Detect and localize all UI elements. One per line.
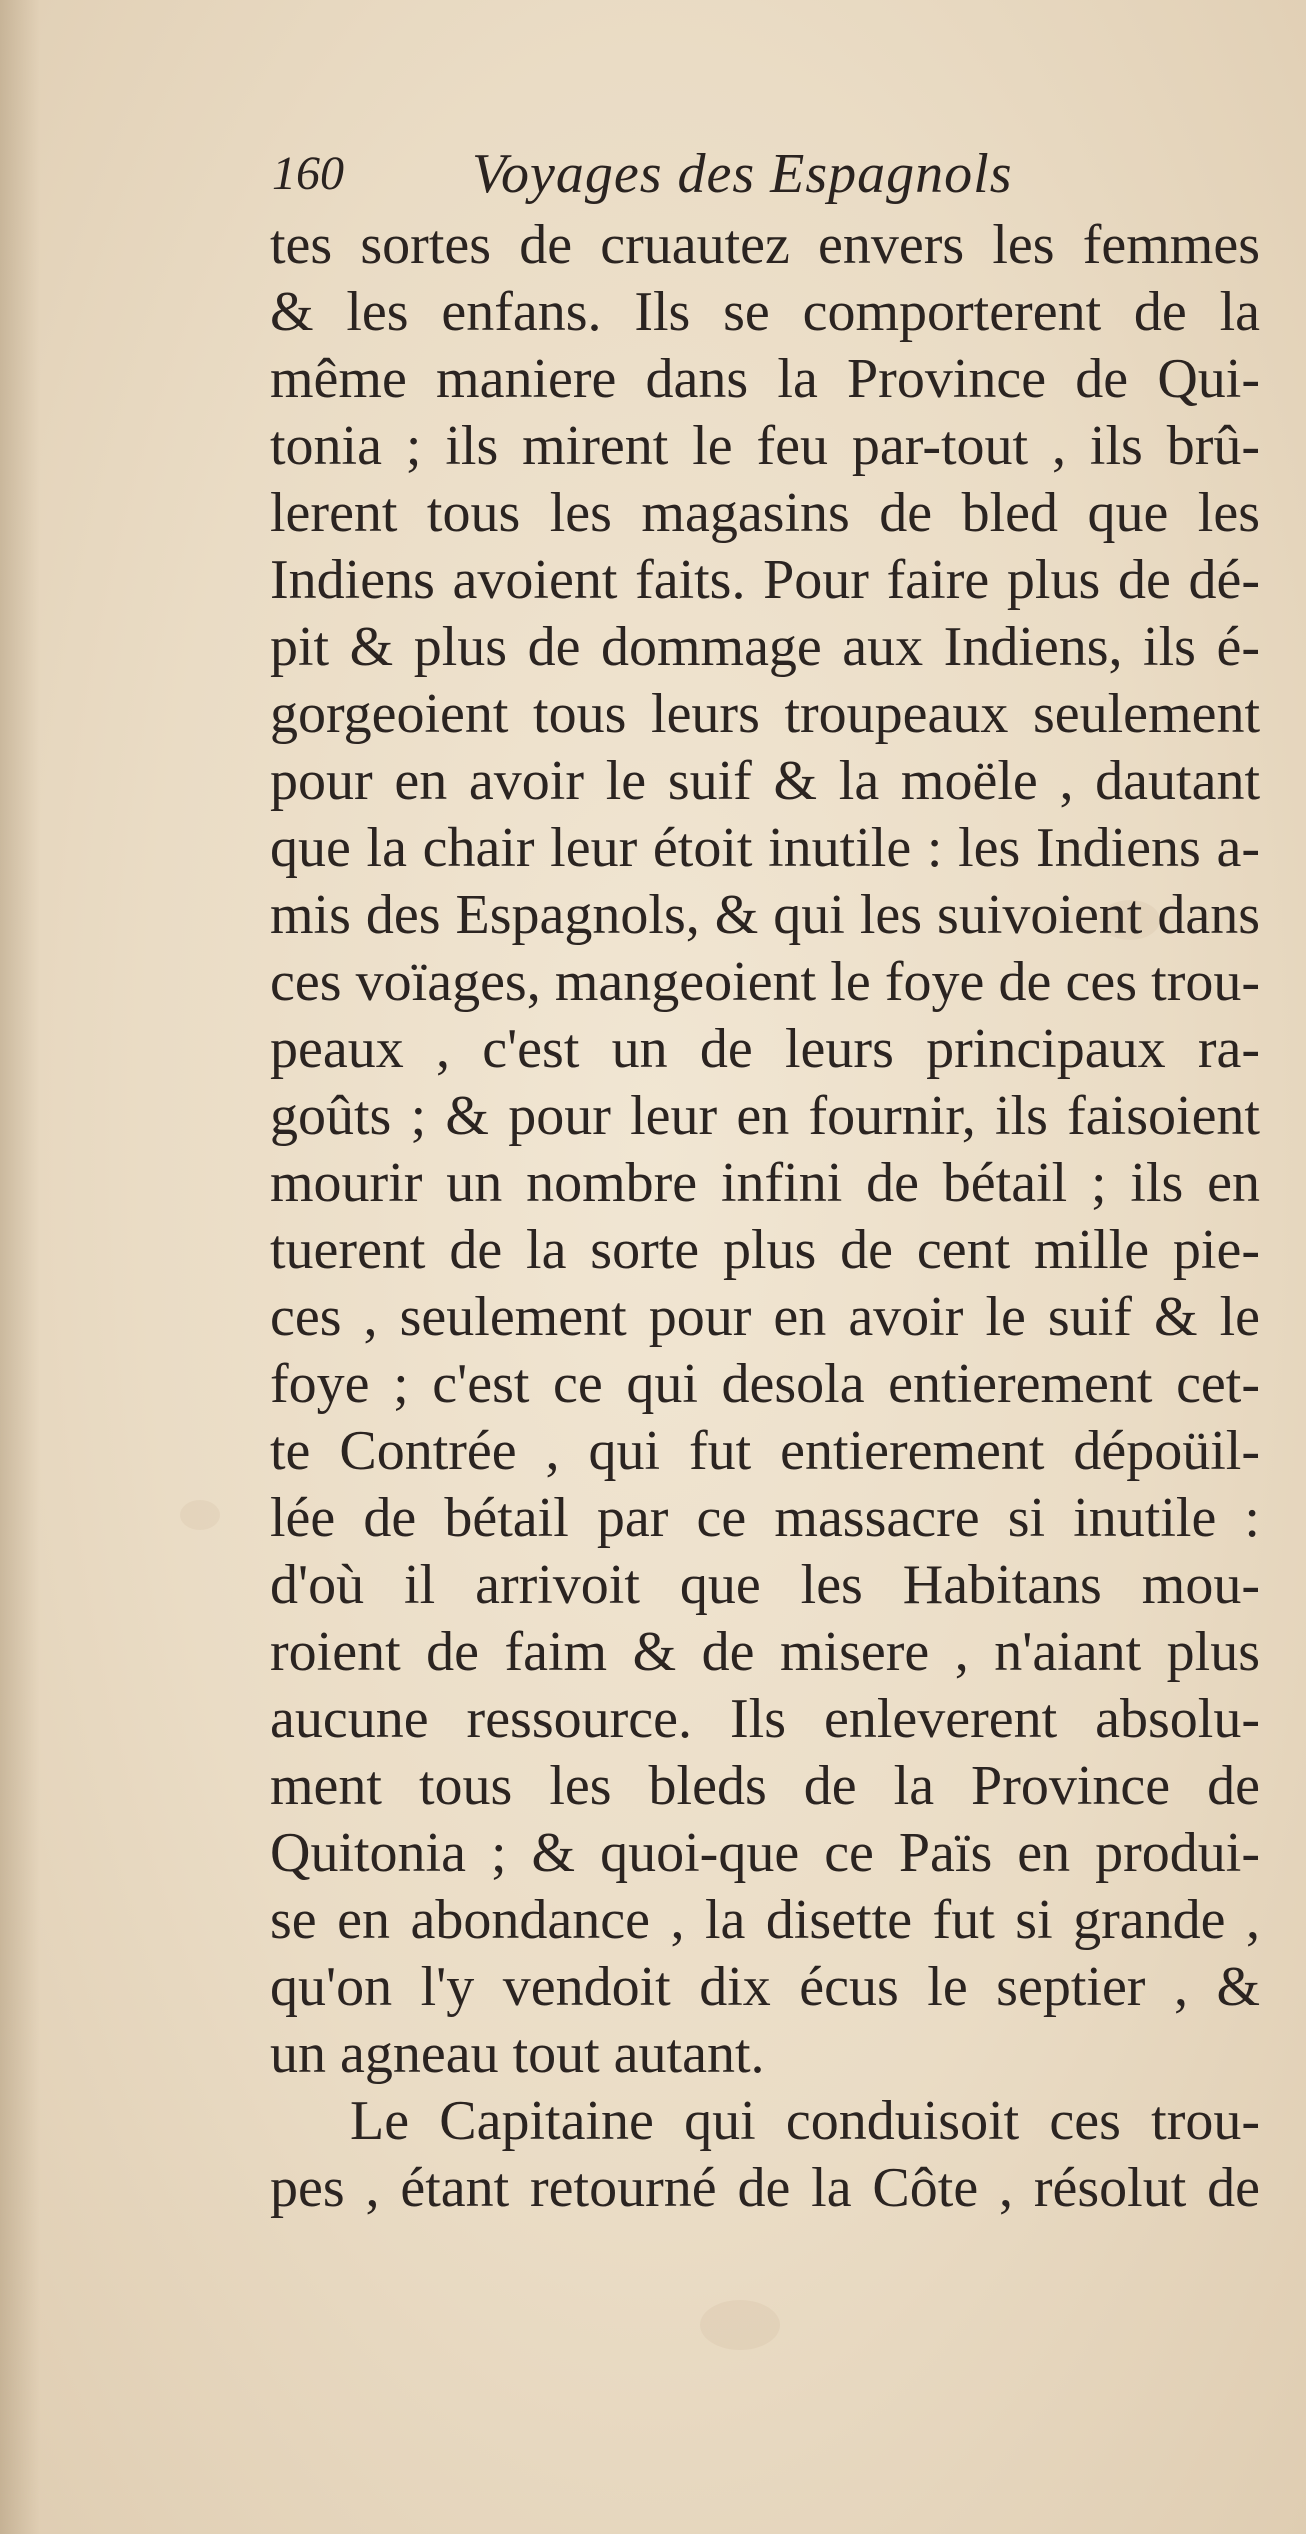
text-line: roient de faim & de misere , n'aiant plus	[270, 1621, 1260, 1683]
text-line: qu'on l'y vendoit dix écus le septier , &	[270, 1956, 1260, 2018]
text-line: se en abondance , la disette fut si grande ,	[270, 1889, 1260, 1951]
text-line: lée de bétail par ce massacre si inutile :	[270, 1487, 1260, 1549]
text-line: même maniere dans la Province de Qui-	[270, 348, 1260, 410]
text-line: d'où il arrivoit que les Habitans mou-	[270, 1554, 1260, 1616]
text-line: foye ; c'est ce qui desola entierement cet-	[270, 1353, 1260, 1415]
text-line: aucune ressource. Ils enleverent absolu-	[270, 1688, 1260, 1750]
page-number: 160	[272, 147, 344, 200]
text-line: lerent tous les magasins de bled que les	[270, 482, 1260, 544]
text-line: mourir un nombre infini de bétail ; ils en	[270, 1152, 1260, 1214]
page-edge-shadow	[0, 0, 40, 2534]
text-line: tes sortes de cruautez envers les femmes	[270, 214, 1260, 276]
text-line: pour en avoir le suif & la moële , dautant	[270, 750, 1260, 812]
text-line: ment tous les bleds de la Province de	[270, 1755, 1260, 1817]
text-line: Le Capitaine qui conduisoit ces trou-	[350, 2090, 1260, 2152]
text-line: pes , étant retourné de la Côte , résolut de	[270, 2157, 1260, 2219]
paper-stain	[180, 1500, 220, 1530]
text-line: goûts ; & pour leur en fournir, ils faisoient	[270, 1085, 1260, 1147]
text-line: tuerent de la sorte plus de cent mille pie-	[270, 1219, 1260, 1281]
text-line: un agneau tout autant.	[270, 2023, 765, 2085]
text-line: ces , seulement pour en avoir le suif & le	[270, 1286, 1260, 1348]
text-line: pit & plus de dommage aux Indiens, ils é-	[270, 616, 1260, 678]
text-line: te Contrée , qui fut entierement dépoüil-	[270, 1420, 1260, 1482]
text-line: ces voïages, mangeoient le foye de ces trou-	[270, 951, 1260, 1013]
text-line: que la chair leur étoit inutile : les Indiens a-	[270, 817, 1260, 879]
text-line: tonia ; ils mirent le feu par-tout , ils brû-	[270, 415, 1260, 477]
text-line: gorgeoient tous leurs troupeaux seulement	[270, 683, 1260, 745]
page-header	[272, 142, 1172, 216]
text-line: peaux , c'est un de leurs principaux ra-	[270, 1018, 1260, 1080]
paper-stain	[700, 2300, 780, 2350]
body-text	[270, 212, 1260, 2222]
text-line: Indiens avoient faits. Pour faire plus de dé-	[270, 549, 1260, 611]
running-title: Voyages des Espagnols	[472, 143, 1013, 205]
text-line: & les enfans. Ils se comporterent de la	[270, 281, 1260, 343]
text-line: mis des Espagnols, & qui les suivoient dans	[270, 884, 1260, 946]
text-line: Quitonia ; & quoi-que ce Païs en produi-	[270, 1822, 1260, 1884]
